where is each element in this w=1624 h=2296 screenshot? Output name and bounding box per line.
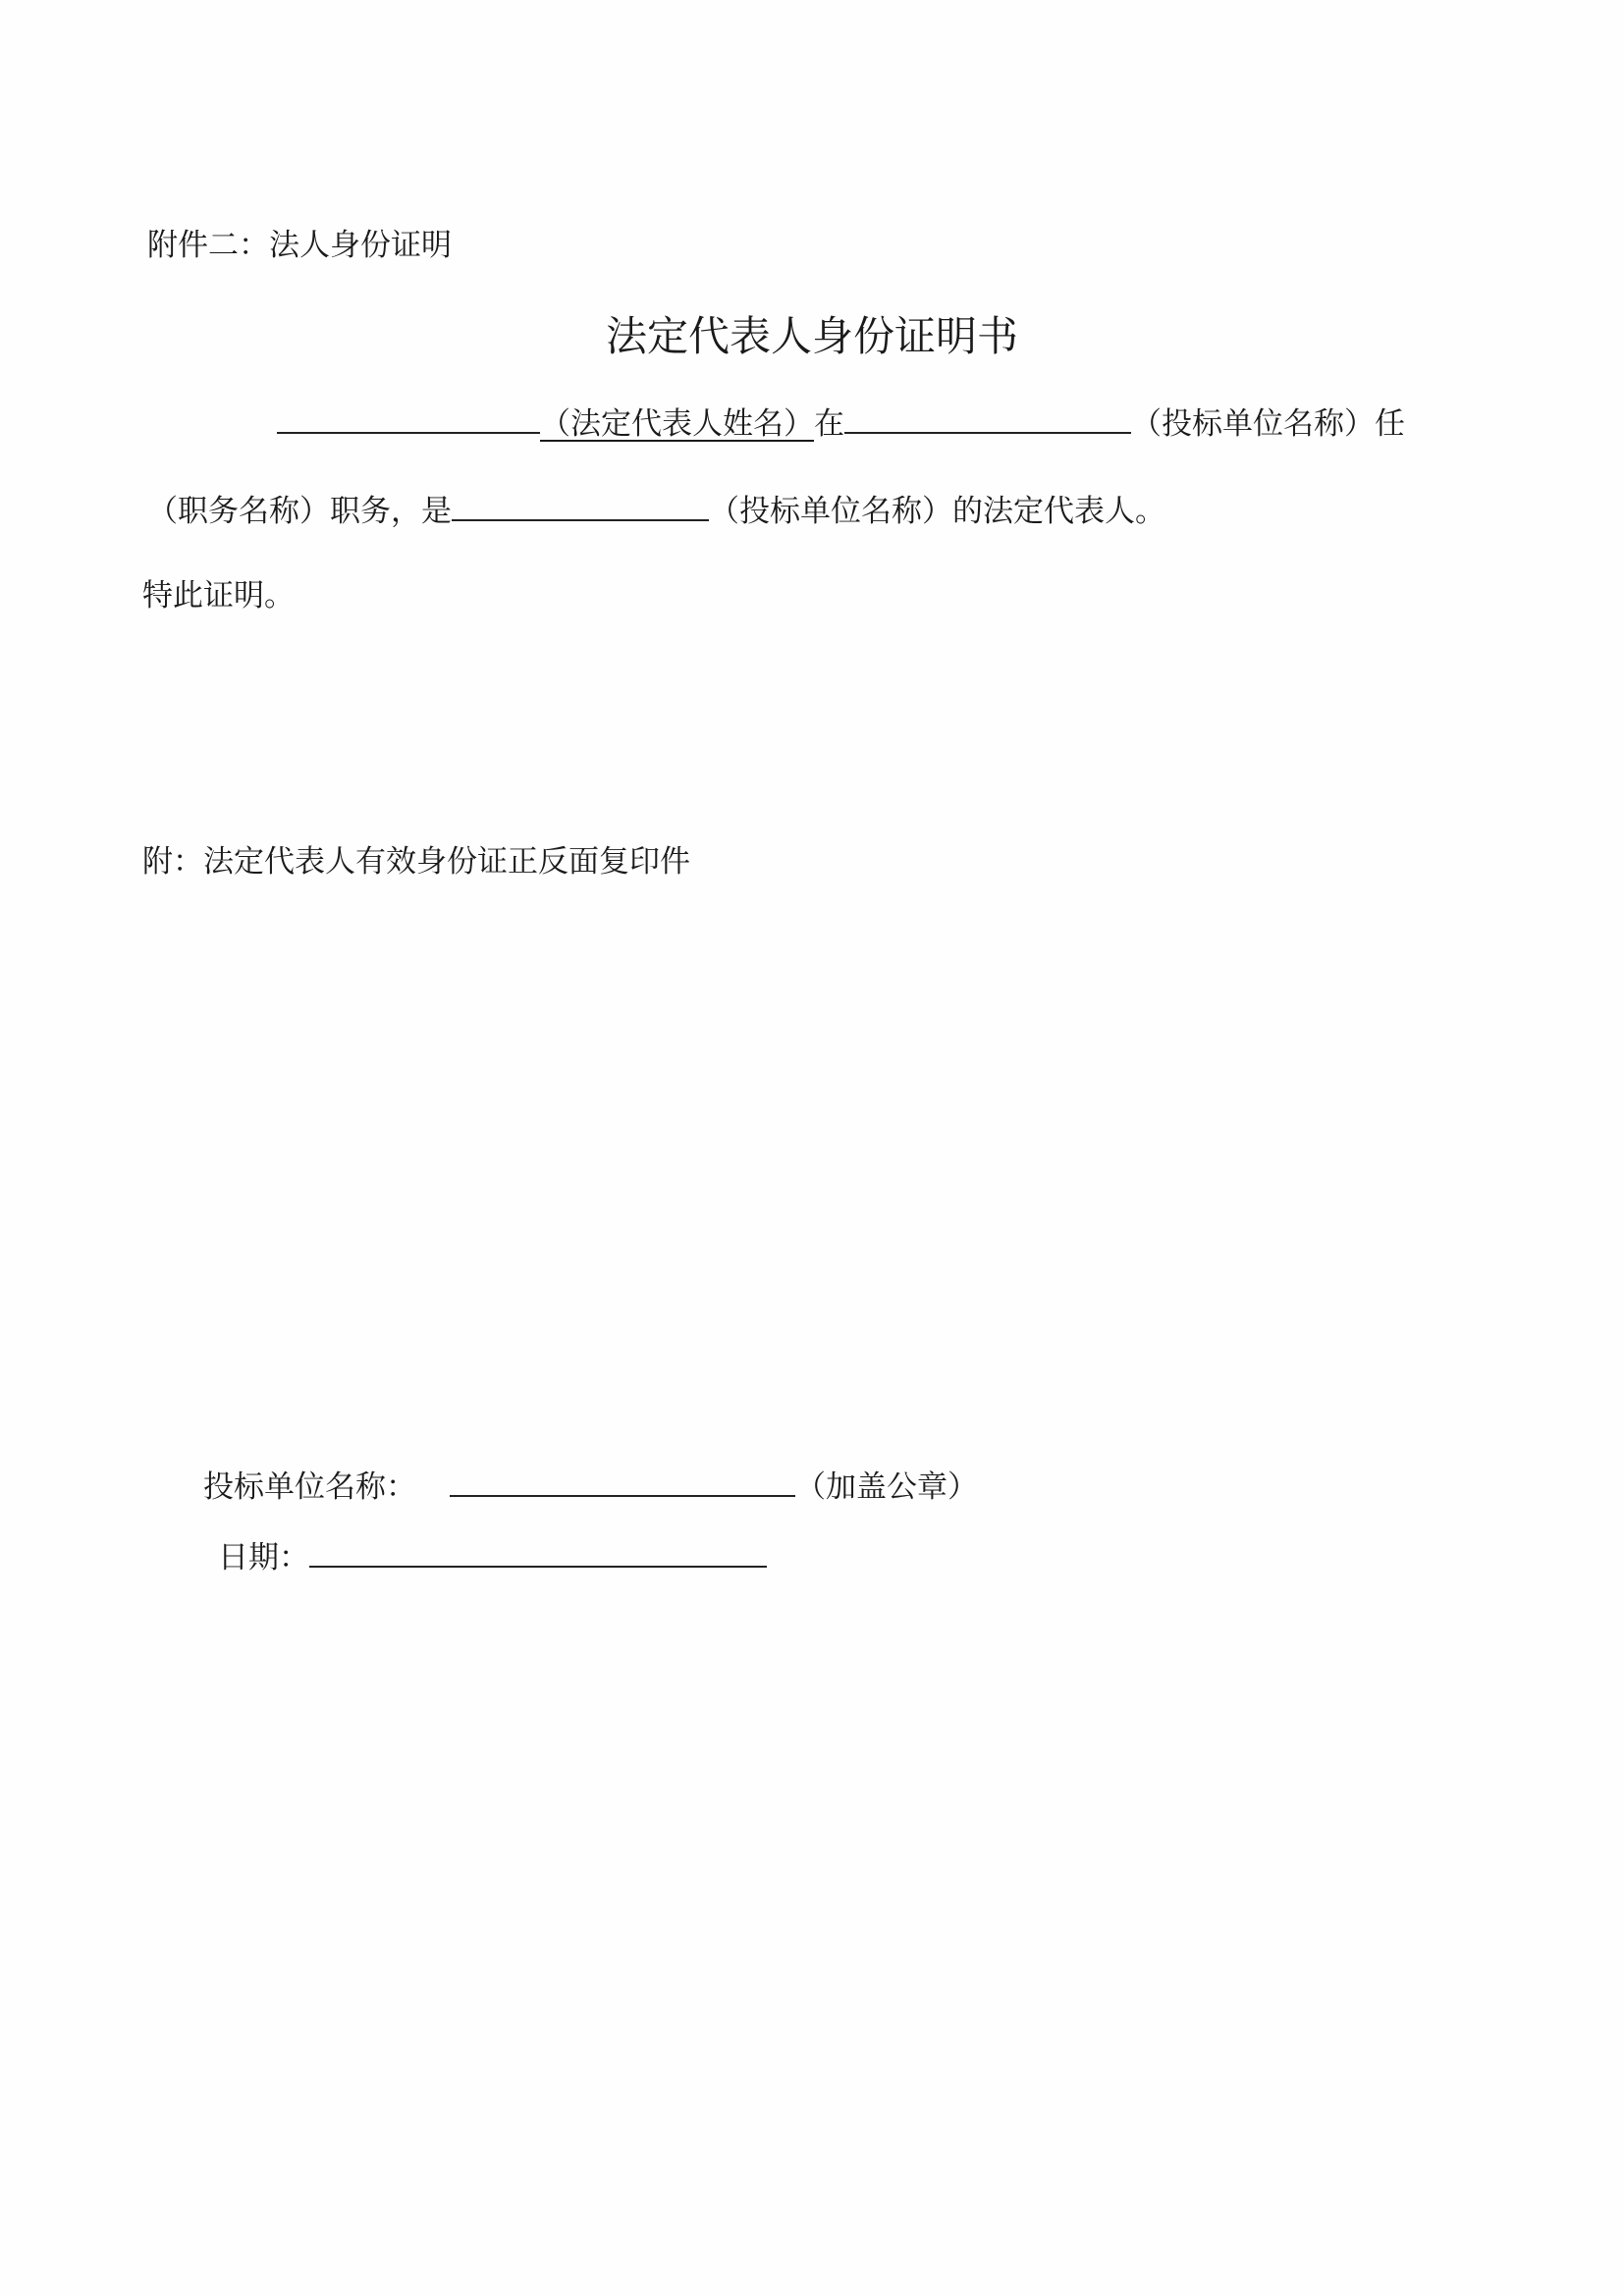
seal-note: （加盖公章） bbox=[795, 1469, 978, 1505]
date-blank[interactable] bbox=[309, 1536, 767, 1568]
statement-line-2 bbox=[147, 490, 1165, 531]
position-suffix: 职务，是 bbox=[330, 494, 452, 529]
serve-text: 任 bbox=[1375, 406, 1405, 442]
bidder-name-blank-2[interactable] bbox=[452, 490, 709, 521]
position-hint: （职务名称） bbox=[147, 494, 330, 529]
date-label: 日期： bbox=[218, 1540, 309, 1575]
legal-rep-name-blank[interactable] bbox=[277, 402, 540, 434]
bidder-name-blank[interactable] bbox=[844, 402, 1131, 434]
bidder-signature-blank[interactable] bbox=[450, 1466, 795, 1497]
appendix-text: 附：法定代表人有效身份证正反面复印件 bbox=[142, 844, 690, 880]
legal-rep-suffix: 的法定代表人。 bbox=[952, 494, 1165, 529]
at-text: 在 bbox=[814, 406, 844, 442]
bidder-name-hint: （投标单位名称） bbox=[1131, 406, 1375, 442]
bidder-label: 投标单位名称： bbox=[203, 1469, 416, 1505]
statement-line-1 bbox=[277, 402, 1405, 444]
certify-text: 特此证明。 bbox=[142, 578, 295, 614]
bidder-signature-line bbox=[203, 1466, 978, 1507]
legal-rep-name-hint: （法定代表人姓名） bbox=[540, 406, 814, 442]
page-title: 法定代表人身份证明书 bbox=[605, 312, 1018, 360]
bidder-name-hint-2: （投标单位名称） bbox=[709, 494, 952, 529]
attachment-label: 附件二：法人身份证明 bbox=[147, 228, 452, 263]
date-line bbox=[218, 1536, 767, 1577]
